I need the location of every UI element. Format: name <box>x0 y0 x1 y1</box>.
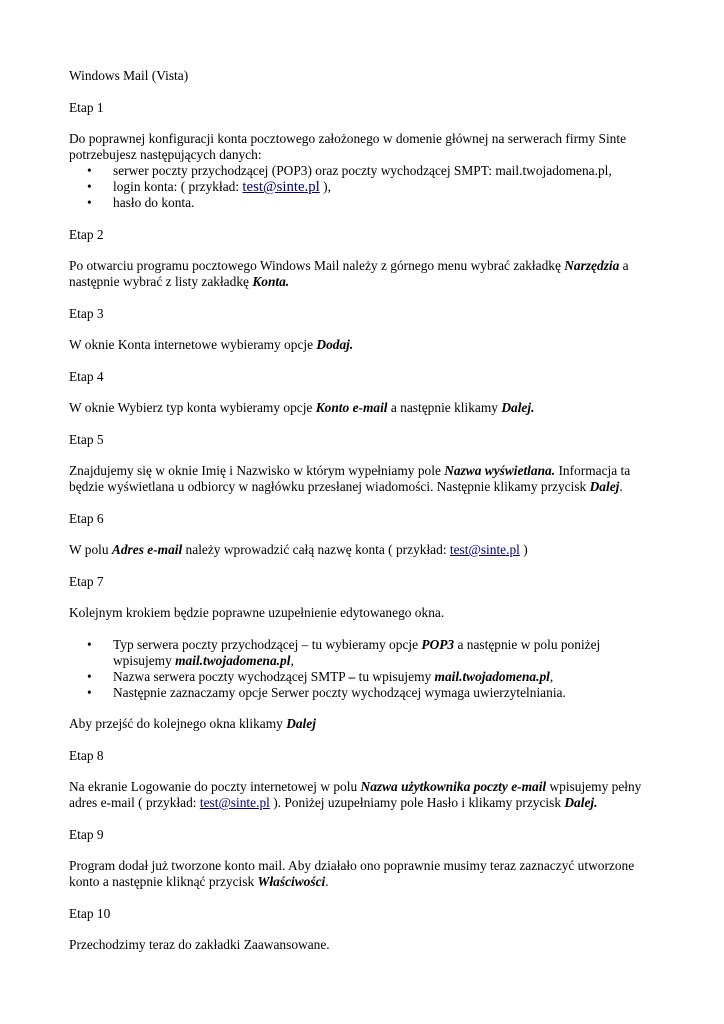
list-item <box>69 637 659 669</box>
emphasis-adres-email: Adres e-mail <box>111 542 183 557</box>
text-run: ) <box>519 542 528 557</box>
document-title: Windows Mail (Vista) <box>69 68 189 83</box>
text-run: , <box>290 653 294 668</box>
bullet-icon: • <box>87 163 92 178</box>
emphasis-pop3: POP3 <box>421 637 455 652</box>
step-1-heading: Etap 1 <box>69 100 104 115</box>
step-2-text <box>69 258 659 290</box>
bullet-icon: • <box>87 195 92 210</box>
text-run: Na ekranie Logowanie do poczty internetowej w polu <box>69 779 361 794</box>
list-item <box>69 163 659 179</box>
step-9-text <box>69 858 659 890</box>
text-run: Znajdujemy się w oknie Imię i Nazwisko w którym wypełniamy pole <box>69 463 445 478</box>
emphasis-dalej: Dalej. <box>564 795 598 810</box>
step-3-heading: Etap 3 <box>69 306 104 321</box>
text-run: . <box>325 874 329 889</box>
step-4-text <box>69 400 659 416</box>
list-item <box>69 179 659 195</box>
step-1-list <box>69 163 659 211</box>
emphasis-wlasciwosci: Właściwości <box>257 874 326 889</box>
list-item-text: hasło do konta. <box>113 195 195 210</box>
text-run: a następnie w polu poniżej wpisujemy <box>113 637 601 668</box>
step-9-heading: Etap 9 <box>69 827 104 842</box>
step-8-text <box>69 779 659 811</box>
list-item <box>69 685 659 701</box>
text-run: wpisujemy pełny adres e-mail ( przykład: <box>69 779 642 810</box>
emphasis-dalej: Dalej <box>589 479 620 494</box>
list-item <box>69 195 659 211</box>
list-item-text: ), <box>319 179 331 194</box>
text-run: tu wpisujemy <box>355 669 435 684</box>
step-7-after-text <box>69 716 659 732</box>
step-10-heading: Etap 10 <box>69 906 111 921</box>
emphasis-dalej: Dalej <box>286 716 316 731</box>
list-item <box>69 669 659 685</box>
step-7-list <box>69 637 659 701</box>
text-run: . <box>619 479 623 494</box>
list-item-text: serwer poczty przychodzącej (POP3) oraz poczty wychodzącej SMPT: mail.twojadomena.pl, <box>113 163 612 178</box>
email-example-link[interactable]: test@sinte.pl <box>449 542 520 557</box>
emphasis-dalej: Dalej. <box>501 400 535 415</box>
text-run: ). Poniżej uzupełniamy pole Hasło i klikamy przycisk <box>269 795 565 810</box>
bullet-icon: • <box>87 637 92 652</box>
email-example-link[interactable]: test@sinte.pl <box>242 179 320 195</box>
emphasis-server-name: mail.twojadomena.pl <box>175 653 291 668</box>
step-2-heading: Etap 2 <box>69 227 104 242</box>
bullet-icon: • <box>87 669 92 684</box>
step-7-text: Kolejnym krokiem będzie poprawne uzupełnienie edytowanego okna. <box>69 605 445 620</box>
step-5-text <box>69 463 659 495</box>
list-item-text: Następnie zaznaczamy opcje Serwer poczty wychodzącej wymaga uwierzytelniania. <box>113 685 566 700</box>
bullet-icon: • <box>87 179 92 194</box>
text-run: W polu <box>69 542 112 557</box>
text-run: Nazwa serwera poczty wychodzącej SMTP <box>113 669 349 684</box>
text-run: Po otwarciu programu pocztowego Windows Mail należy z górnego menu wybrać zakładkę <box>69 258 565 273</box>
emphasis-dodaj: Dodaj. <box>316 337 354 352</box>
step-3-text <box>69 337 659 353</box>
step-1-text: Do poprawnej konfiguracji konta pocztowego założonego w domenie głównej na serwerach firmy Sinte potrzebujesz następujących danych: <box>69 131 627 162</box>
text-run: , <box>549 669 554 684</box>
text-run: W oknie Wybierz typ konta wybieramy opcje <box>69 400 316 415</box>
text-run: należy wprowadzić całą nazwę konta ( przykład: <box>182 542 450 557</box>
emphasis-narzedzia: Narzędzia <box>564 258 620 273</box>
text-run: a następnie wybrać z listy zakładkę <box>69 258 629 289</box>
text-run: Informacja ta będzie wyświetlana u odbiorcy w nagłówku przesłanej wiadomości. Następnie klikamy przycisk <box>69 463 631 494</box>
text-run: a następnie klikamy <box>387 400 502 415</box>
emphasis-server-name: mail.twojadomena.pl <box>434 669 550 684</box>
list-item-text: login konta: ( przykład: <box>113 179 243 194</box>
text-run: Program dodał już tworzone konto mail. Aby działało ono poprawnie musimy teraz zaznaczyć utworzone konto a następnie kliknąć przycisk <box>69 858 635 889</box>
step-8-heading: Etap 8 <box>69 748 104 763</box>
step-4-heading: Etap 4 <box>69 369 104 384</box>
emphasis-konto-email: Konto e-mail <box>315 400 388 415</box>
text-run: Aby przejść do kolejnego okna klikamy <box>69 716 287 731</box>
step-6-heading: Etap 6 <box>69 511 104 526</box>
step-10-text: Przechodzimy teraz do zakładki Zaawansowane. <box>69 937 330 952</box>
email-example-link[interactable]: test@sinte.pl <box>199 795 270 810</box>
bullet-icon: • <box>87 685 92 700</box>
text-run: Typ serwera poczty przychodzącej – tu wybieramy opcje <box>113 637 422 652</box>
emphasis-nazwa-wyswietlana: Nazwa wyświetlana. <box>444 463 556 478</box>
emphasis-nazwa-uzytkownika: Nazwa użytkownika poczty e-mail <box>360 779 547 794</box>
step-6-text <box>69 542 659 558</box>
text-run: W oknie Konta internetowe wybieramy opcje <box>69 337 317 352</box>
step-5-heading: Etap 5 <box>69 432 104 447</box>
emphasis-konta: Konta. <box>252 274 290 289</box>
document-page <box>69 60 659 953</box>
step-7-heading: Etap 7 <box>69 574 104 589</box>
bold-dash: – <box>348 669 356 684</box>
